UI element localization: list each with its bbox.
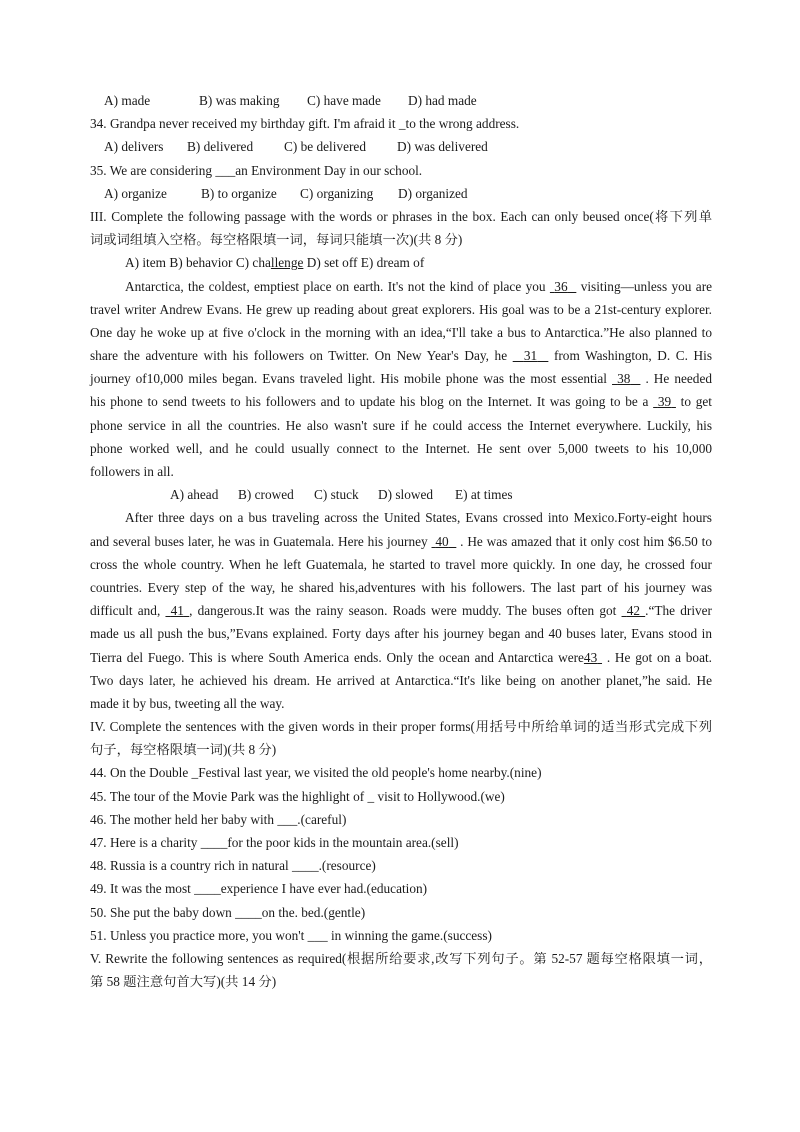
question-48: 48. Russia is a country rich in natural ____.(resource): [90, 858, 376, 874]
blank-number: 40: [435, 533, 449, 549]
q34-option-c: C) be delivered: [284, 139, 366, 155]
section4-heading-line2: 句子，每空格限填一词)(共 8 分): [90, 742, 277, 758]
question-50: 50. She put the baby down ____on the. bed.(gentle): [90, 904, 366, 920]
question-49: 49. It was the most ____experience I have ever had.(education): [90, 881, 428, 897]
q35-stem: 35. We are considering ___an Environment Day in our school.: [90, 162, 423, 178]
q34-option-a: A) delivers: [104, 139, 164, 155]
passage2-text: . He got on a boat.: [606, 649, 713, 665]
passage2-line-6: made us all push the bus,”Evans explained. Forty days after his journey began and 40 buses later, Evans stood in: [90, 626, 712, 642]
q34-option-b: B) delivered: [187, 139, 254, 155]
q33-option-b: B) was making: [199, 93, 280, 108]
passage2-line-9: made it by bus, tweeting all the way.: [90, 695, 285, 711]
box1-item-e: E) dream of: [360, 255, 425, 271]
blank-number: 38: [617, 371, 631, 387]
passage2-text: and several buses later, he was in Guatemala. Here his journey: [90, 533, 428, 549]
blank-39: [653, 394, 676, 409]
word-box-2: [90, 483, 712, 506]
section5-heading-line2: 第 58 题注意句首大写)(共 14 分): [90, 974, 277, 990]
passage2-line-2: [90, 530, 712, 553]
q33-option-d: D) had made: [408, 93, 477, 108]
blank-31: [513, 348, 549, 363]
passage2-text: .“The driver: [645, 603, 712, 619]
passage1-line-4: [90, 344, 712, 367]
q34-stem: 34. Grandpa never received my birthday gift. I'm afraid it _to the wrong address.: [90, 116, 520, 132]
blank-42: [622, 603, 646, 618]
blank-38: [612, 371, 640, 386]
passage1-text: Antarctica, the coldest, emptiest place on earth. It's not the kind of place you: [125, 278, 546, 294]
passage1-line-9: followers in all.: [90, 464, 174, 479]
page-content: [90, 89, 712, 993]
blank-number: 31: [523, 348, 538, 364]
box2-item-e: E) at times: [455, 487, 513, 503]
passage2-line-3: cross the whole country. When he left Guatemala, he started to travel more quickly. In one day, he crossed four: [90, 556, 712, 572]
box2-item-a: A) ahead: [170, 487, 219, 503]
passage1-line-5: [90, 367, 712, 390]
box2-item-b: B) crowed: [238, 487, 294, 503]
passage2-line-8: Two days later, he achieved his dream. He arrived at Antarctica.“It's like being on another planet,”he said. He: [90, 672, 712, 688]
blank-number: 43: [583, 649, 598, 665]
question-45: 45. The tour of the Movie Park was the highlight of _ visit to Hollywood.(we): [90, 788, 505, 804]
blank-number: 42: [626, 603, 640, 619]
q34-options: [90, 135, 712, 158]
q35-option-c: C) organizing: [300, 185, 374, 201]
box2-item-c: C) stuck: [314, 487, 359, 503]
section3-heading-line1: III. Complete the following passage with the words or phrases in the box. Each can only beused once(将下列单: [90, 208, 712, 224]
q35-options: [90, 182, 712, 205]
box2-item-d: D) slowed: [378, 487, 434, 503]
q34-option-d: D) was delivered: [397, 139, 488, 155]
passage1-line-8: phone worked well, and he could usually connect to the Internet. He sent over 5,000 tweets to his 10,000: [90, 440, 712, 456]
q33-option-a: A) made: [104, 93, 151, 108]
passage1-text: to get: [680, 394, 712, 410]
passage1-line-7: phone service in all the countries. He also wasn't sure if he could access the Internet everywhere. Luckily, his: [90, 417, 712, 433]
passage2-text: . He was amazed that it only cost him $6.50 to: [460, 533, 712, 549]
blank-number: 36: [554, 278, 568, 294]
box1-item-c: [236, 255, 304, 270]
passage1-line-6: [90, 390, 712, 413]
passage2-line-4: countries. Every step of the way, he shared his,adventures with his followers. The last part of his journey was: [90, 579, 712, 595]
q35-option-a: A) organize: [104, 185, 167, 201]
box1-item-c-prefix: C) cha: [235, 255, 271, 271]
question-51: 51. Unless you practice more, you won't ___ in winning the game.(success): [90, 927, 492, 943]
blank-43: [584, 650, 602, 665]
passage1-line-2: travel writer Andrew Evans. He grew up reading about great explorers. His goal was to be a 21st-century explorer.: [90, 301, 712, 317]
question-44: 44. On the Double _Festival last year, we visited the old people's home nearby.(nine): [90, 765, 542, 781]
section5-heading-line1: V. Rewrite the following sentences as required(根据所给要求,改写下列句子。第 52-57 题每空格限填一词，: [90, 950, 712, 966]
question-46: 46. The mother held her baby with ___.(careful): [90, 811, 347, 827]
section3-heading-line2: 词或词组填入空格。每空格限填一词，每词只能填一次)(共 8 分): [90, 232, 463, 248]
passage1-text: journey of10,000 miles began. Evans traveled light. His mobile phone was the most essential: [90, 371, 607, 387]
passage1-text: his phone to send tweets to his followers and to update his blog on the Internet. It was going to be a: [90, 394, 649, 410]
q35-option-d: D) organized: [398, 185, 468, 201]
blank-41: [165, 603, 189, 618]
passage2-text: , dangerous.It was the rainy season. Roads were muddy. The buses often got: [189, 603, 617, 619]
box1-item-a: A) item: [125, 255, 166, 271]
passage2-line-1: After three days on a bus traveling across the United States, Evans crossed into Mexico.Forty-eight hours: [125, 510, 712, 526]
q33-option-c: C) have made: [307, 93, 381, 108]
section4-heading-line1: IV. Complete the sentences with the given words in their proper forms(用括号中所给单词的适当形式完成下列: [90, 719, 712, 735]
passage2-line-5: [90, 599, 712, 622]
passage1-text: visiting—unless you are: [580, 278, 713, 294]
box1-item-c-underlined: llenge: [270, 255, 304, 271]
blank-40: [432, 534, 457, 549]
q35-option-b: B) to organize: [201, 185, 277, 201]
passage1-text: share the adventure with his followers on Twitter. On New Year's Day, he: [90, 348, 508, 364]
passage2-line-7: [90, 646, 712, 669]
question-47: 47. Here is a charity ____for the poor kids in the mountain area.(sell): [90, 835, 459, 850]
box1-item-b: B) behavior: [169, 255, 233, 271]
blank-number: 41: [170, 603, 184, 619]
q33-options: [90, 89, 712, 112]
word-box-1: [90, 251, 712, 274]
box1-item-d: D) set off: [306, 255, 358, 271]
passage2-text: difficult and,: [90, 603, 161, 619]
blank-36: [550, 279, 576, 294]
passage1-line-1: [90, 275, 712, 298]
passage1-text: . He needed: [645, 371, 712, 387]
passage1-line-3: One day he woke up at five o'clock in the morning with an idea,“I'll take a bus to Antarctica.”He also planned to: [90, 324, 712, 340]
blank-number: 39: [657, 394, 672, 410]
passage1-text: from Washington, D. C. His: [553, 348, 713, 364]
passage2-text: Tierra del Fuego. This is where South America ends. Only the ocean and Antarctica were: [90, 649, 584, 665]
